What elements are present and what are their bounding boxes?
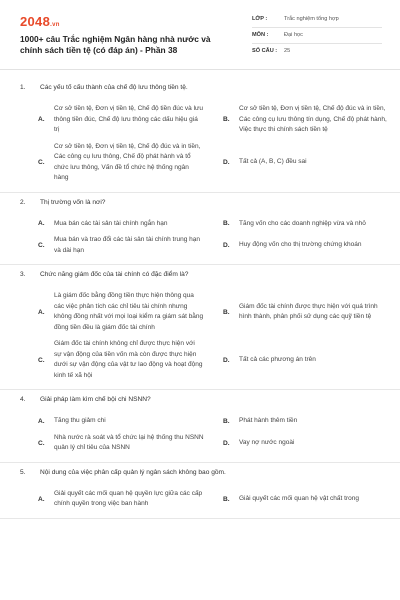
option-text: Giám đốc tài chính được thực hiện với quá trình hình thành, phân phối sử dụng các quỹ tiền tệ [239,302,378,320]
option-text: Mua bán và trao đổi các tài sản tài chính trung hạn và dài hạn [54,236,200,254]
question-list [0,78,400,519]
option-text: Là giám đốc bằng đồng tiền thực hiện thông qua các việc phân tích các chỉ tiêu tài chính nhưng không đồng nhất với mọi loại kiểm ra giám sát bằng đồng tiền đều là giám đốc tài chính [54,292,204,331]
question-header [0,196,400,213]
options [0,489,400,510]
option-text: Tăng thu giảm chi [54,417,106,424]
option-d[interactable] [212,157,400,168]
option-text: Tăng vốn cho các doanh nghiệp vừa và nhỏ [239,219,366,227]
option-a[interactable] [0,489,212,510]
option-letter: C. [38,356,45,364]
question-header [0,268,400,285]
header [0,0,400,70]
option-letter: B. [223,308,230,316]
meta-value: Đại học [284,32,303,38]
option-letter: C. [38,242,45,249]
options [0,416,400,454]
meta-row-class [252,12,382,28]
question-text: Các yếu tố cấu thành của chế độ lưu thông tiền tệ. [40,84,188,91]
option-letter: A. [38,220,45,228]
site-logo[interactable] [20,14,60,29]
option-c[interactable] [0,235,212,256]
options [0,104,400,184]
question-number: 2. [20,198,26,206]
question-header [0,81,400,98]
option-text: Mua bán các tài sản tài chính ngắn hạn [54,219,168,227]
question-4 [0,390,400,463]
question-5 [0,463,400,519]
meta-key: LỚP : [252,16,268,22]
option-text: Nhà nước rà soát và tổ chức lại hệ thống thu NSNN quản lý chỉ tiêu của NSNN [54,433,204,451]
option-a[interactable] [0,219,212,230]
option-b[interactable] [212,416,400,427]
option-letter: A. [38,308,45,316]
option-a[interactable] [0,104,212,136]
question-number: 1. [20,84,26,91]
option-letter: D. [223,439,230,447]
meta-key: MÔN : [252,32,269,38]
question-3 [0,265,400,390]
option-d[interactable] [212,355,400,366]
question-1 [0,78,400,193]
page-title: 1000+ câu Trắc nghiệm Ngân hàng nhà nước và chính sách tiền tệ (có đáp án) - Phần 38 [20,34,211,55]
option-b[interactable] [212,219,400,230]
option-c[interactable] [0,433,212,454]
question-text: Chức năng giám đốc của tài chính có đặc điểm là? [40,271,189,278]
option-text: Tất cả các phương án trên [239,355,316,363]
option-text: Vay nợ nước ngoài [239,438,295,446]
option-text: Tất cả (A, B, C) đều sai [239,158,307,166]
logo-text: 2048 [20,14,51,29]
question-text: Giải pháp làm kìm chế bội chi NSNN? [40,396,151,403]
meta-value: Trắc nghiệm tổng hợp [284,16,339,22]
option-text: Giải quyết các mối quan hệ vật chất trong [239,494,359,502]
question-header [0,466,400,483]
option-text: Huy động vốn cho thị trường chứng khoán [239,241,362,249]
option-text: Cơ sở tiền tệ, Đơn vị tiền tệ, Chế độ tiền đúc và lưu thông tiền đúc, Chế độ lưu thông các dấu hiệu giá trị [54,105,204,133]
question-header [0,393,400,410]
option-a[interactable] [0,416,212,427]
option-a[interactable] [0,291,212,333]
option-letter: C. [38,159,45,166]
option-d[interactable] [212,438,400,449]
meta-table [252,12,382,60]
question-number: 5. [20,468,26,476]
meta-value: 25 [284,48,291,54]
question-text: Nội dung của việc phân cấp quản lý ngân sách không bao gồm. [40,468,226,476]
option-b[interactable] [212,302,400,323]
option-letter: D. [223,356,230,364]
question-2 [0,193,400,266]
option-text: Giám đốc tài chính không chỉ được thực hiện với sự vận động của tiền vốn mà còn được thực hiện dưới sự vận động của vật tư lao động và hoạt động kinh tế xã hội [54,340,203,379]
option-letter: B. [223,220,230,228]
option-letter: D. [223,242,230,249]
meta-key: SỐ CÂU : [252,48,278,54]
options [0,219,400,257]
meta-row-count [252,44,382,60]
option-b[interactable] [212,104,400,136]
logo-tld: .vn [50,22,60,28]
option-letter: A. [38,417,45,425]
option-text: Phát hành thêm tiền [239,417,298,424]
option-text: Cơ sở tiền tệ, Đơn vị tiền tệ, Chế độ đúc và in tiền, Các công cụ lưu thông, Chế độ phát hành và tổ chức lưu thông, Vấn đề tổ chức hệ thống ngân hàng [54,142,201,181]
meta-row-subject [252,28,382,44]
option-text: Giải quyết các mối quan hệ quyền lực giữa các cấp chính quyền trong việc ban hành [54,489,203,507]
option-text: Cơ sở tiền tệ, Đơn vị tiền tệ, Chế độ đúc và in tiền, Các công cụ lưu thông tín dụng, Chế độ phát hành, Việc thực thi chính sách tiền tệ [239,105,387,133]
options [0,291,400,381]
option-letter: D. [223,159,230,166]
question-number: 4. [20,396,26,403]
option-letter: B. [223,116,230,124]
question-text: Thị trường vốn là nơi? [40,198,106,206]
option-letter: A. [38,495,45,503]
option-letter: C. [38,439,45,447]
question-number: 3. [20,271,26,278]
option-letter: B. [223,417,230,425]
option-b[interactable] [212,494,400,505]
option-letter: B. [223,495,230,503]
option-letter: A. [38,116,45,124]
option-d[interactable] [212,240,400,251]
option-c[interactable] [0,339,212,381]
option-c[interactable] [0,142,212,184]
